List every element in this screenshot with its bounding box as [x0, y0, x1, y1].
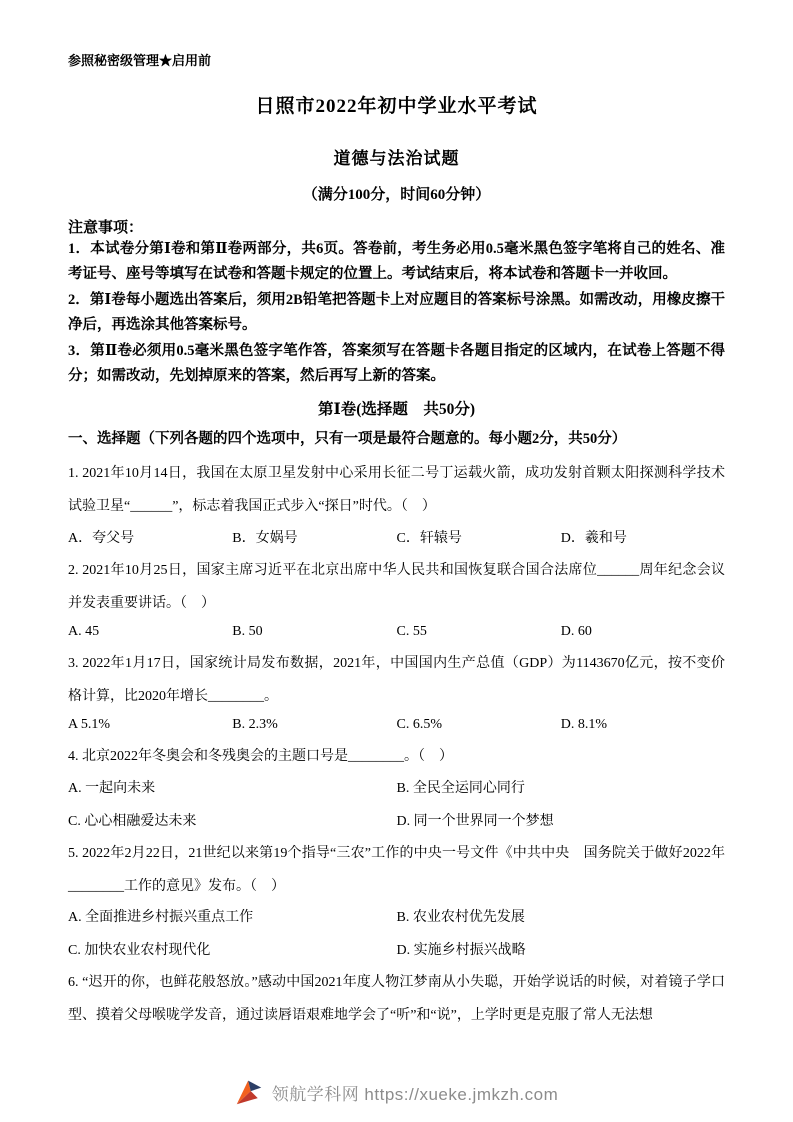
question-3: [68, 648, 725, 733]
option-c: C. 加快农业农村现代化: [68, 943, 211, 959]
option-a: A 5.1%: [68, 716, 110, 732]
option-b: B. 农业农村优先发展: [396, 910, 525, 926]
option-c: C. 6.5%: [396, 716, 442, 732]
question-4-text: 4. 北京2022年冬奥会和冬残奥会的主题口号是________。（ ）: [68, 748, 453, 764]
option-d: D. 8.1%: [560, 716, 608, 732]
question-5-text: 5. 2022年2月22日，21世纪以来第19个指导“三农”工作的中央一号文件《中共中央 国务院关于做好2022年________工作的意见》发布。（ ）: [68, 845, 725, 894]
option-b: B. 全民全运同心同行: [396, 780, 525, 796]
question-4-options: [68, 777, 725, 830]
notice-item-2: 2．第Ⅰ卷每小题选出答案后，须用2B铅笔把答题卡上对应题目的答案标号涂黑。如需改动，用橡皮擦干净后，再选涂其他答案标号。: [68, 291, 725, 334]
question-5: [68, 838, 725, 960]
notice-section: [68, 216, 725, 389]
option-c: C. 55: [396, 624, 427, 639]
option-b: B. 2.3%: [232, 716, 278, 732]
option-a: A. 一起向未来: [68, 780, 156, 796]
question-1-options: [68, 527, 725, 547]
option-d: D．羲和号: [560, 531, 627, 547]
question-1: [68, 458, 725, 547]
option-c: C．轩辕号: [396, 531, 462, 547]
question-5-options: [68, 906, 725, 959]
option-d: D. 同一个世界同一个梦想: [396, 813, 554, 829]
question-6: [68, 967, 725, 1033]
option-a: A. 全面推进乡村振兴重点工作: [68, 910, 254, 926]
security-note: 参照秘密级管理★启用前: [68, 53, 212, 68]
question-4: [68, 741, 725, 830]
option-c: C. 心心相融爱达未来: [68, 813, 197, 829]
option-a: A．夸父号: [68, 531, 135, 547]
option-a: A. 45: [68, 624, 100, 639]
section1-title: 第Ⅰ卷(选择题 共50分): [317, 401, 476, 419]
question-2-options: [68, 624, 725, 640]
notice-heading: 注意事项：: [68, 220, 144, 236]
xueke-logo-icon: [235, 1078, 263, 1106]
page-title: 日照市2022年初中学业水平考试: [255, 96, 538, 117]
question-2: [68, 555, 725, 640]
score-time-line: （满分100分，时间60分钟）: [302, 187, 491, 203]
question-1-text: 1. 2021年10月14日，我国在太原卫星发射中心采用长征二号丁运载火箭，成功发射首颗太阳探测科学技术试验卫星“______”，标志着我国正式步入“探日”时代。（ ）: [68, 466, 725, 515]
option-b: B．女娲号: [232, 531, 298, 547]
watermark: [0, 1078, 793, 1106]
option-d: D. 实施乡村振兴战略: [396, 943, 526, 959]
option-d: D. 60: [560, 624, 592, 639]
question-3-text: 3. 2022年1月17日，国家统计局发布数据，2021年，中国国内生产总值（GDP）为1143670亿元，按不变价格计算，比2020年增长________。: [68, 656, 725, 704]
question-2-text: 2. 2021年10月25日，国家主席习近平在北京出席中华人民共和国恢复联合国合法席位______周年纪念会议并发表重要讲话。（ ）: [68, 563, 725, 612]
notice-item-3: 3．第Ⅱ卷必须用0.5毫米黑色签字笔作答，答案须写在答题卡各题目指定的区域内，在试卷上答题不得分；如需改动，先划掉原来的答案，然后再写上新的答案。: [68, 342, 725, 384]
watermark-text: 领航学科网 https://xueke.jmkzh.com: [271, 1084, 559, 1104]
notice-item-1: 1．本试卷分第Ⅰ卷和第Ⅱ卷两部分，共6页。答卷前，考生务必用0.5毫米黑色签字笔将自己的姓名、准考证号、座号等填写在试卷和答题卡规定的位置上。考试结束后，将本试卷和答题卡一并收回。: [68, 241, 725, 283]
question-6-text: 6. “迟开的你，也鲜花般怒放。”感动中国2021年度人物江梦南从小失聪，开始学说话的时候，对着镜子学口型、摸着父母喉咙学发音，通过读唇语艰难地学会了“听”和“说”，上学时更是克服了常人无法想: [68, 975, 725, 1024]
option-b: B. 50: [232, 624, 263, 639]
question-3-options: [68, 717, 725, 733]
paper-subtitle: 道德与法治试题: [333, 149, 460, 168]
section1-intro: 一、选择题（下列各题的四个选项中，只有一项是最符合题意的。每小题2分，共50分）: [68, 431, 627, 448]
